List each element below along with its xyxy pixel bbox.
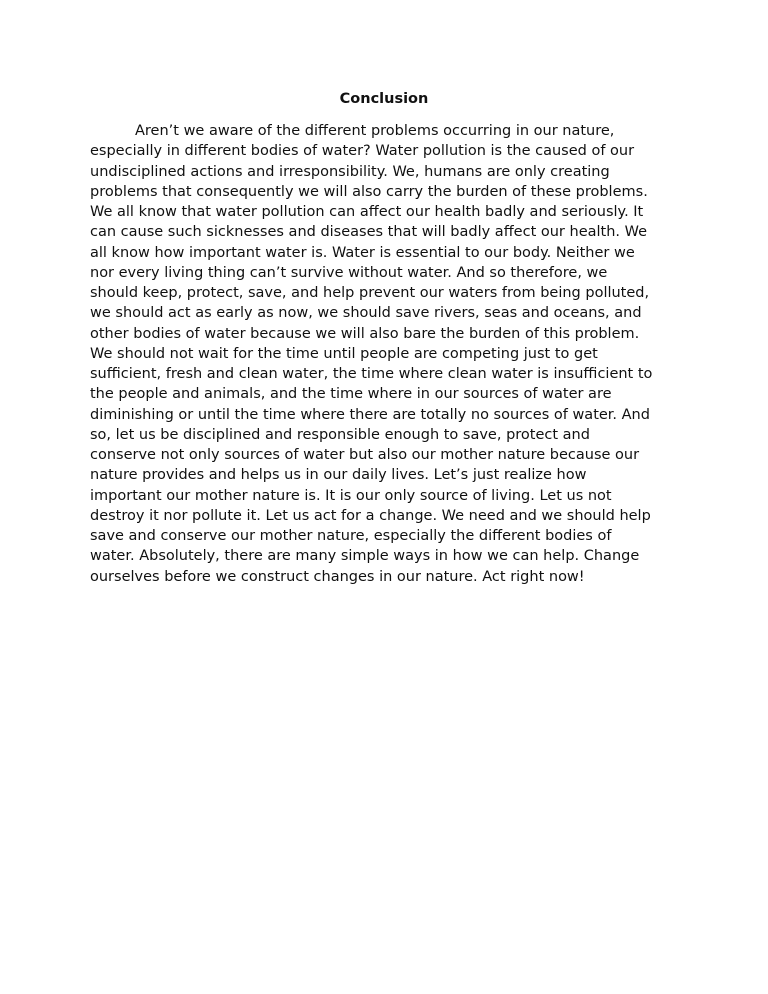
paragraph-line: all know how important water is. Water is essential to our body. Neither we [90, 244, 635, 261]
paragraph-line: nature provides and helps us in our daily lives. Let’s just realize how [90, 467, 587, 484]
paragraph-line: conserve not only sources of water but also our mother nature because our [90, 447, 640, 463]
paragraph-line: important our mother nature is. It is our only source of living. Let us not [90, 487, 612, 504]
paragraph-line: the people and animals, and the time where in our sources of water are [90, 386, 612, 403]
paragraph-line: other bodies of water because we will also bare the burden of this problem. [90, 325, 640, 342]
paragraph-line: Aren’t we aware of the different problems occurring in our nature, [135, 123, 615, 139]
paragraph-line: ourselves before we construct changes in our nature. Act right now! [90, 568, 585, 585]
paragraph-line: especially in different bodies of water? Water pollution is the caused of our [90, 143, 635, 160]
paragraph-line: water. Absolutely, there are many simple ways in how we can help. Change [90, 548, 640, 565]
paragraph-line: undisciplined actions and irresponsibility. We, humans are only creating [90, 163, 610, 180]
paragraph-line: We should not wait for the time until people are competing just to get [90, 345, 598, 362]
paragraph-line: can cause such sicknesses and diseases that will badly affect our health. We [90, 224, 648, 241]
paragraph-line: we should act as early as now, we should save rivers, seas and oceans, and [90, 305, 642, 322]
paragraph-line: nor every living thing can’t survive without water. And so therefore, we [90, 264, 608, 281]
paragraph-line: should keep, protect, save, and help prevent our waters from being polluted, [90, 285, 650, 301]
paragraph-line: save and conserve our mother nature, especially the different bodies of [90, 528, 612, 544]
paragraph-line: diminishing or until the time where there are totally no sources of water. And [90, 406, 650, 423]
paragraph-line: sufficient, fresh and clean water, the time where clean water is insufficient to [90, 366, 653, 382]
page-title: Conclusion [339, 91, 429, 107]
conclusion-paragraph [90, 121, 690, 587]
paragraph-line: We all know that water pollution can affect our health badly and seriously. It [90, 204, 644, 220]
paragraph-line: problems that consequently we will also carry the burden of these problems. [90, 183, 648, 200]
paragraph-line: destroy it nor pollute it. Let us act for a change. We need and we should help [90, 507, 651, 524]
paragraph-line: so, let us be disciplined and responsible enough to save, protect and [90, 426, 590, 443]
